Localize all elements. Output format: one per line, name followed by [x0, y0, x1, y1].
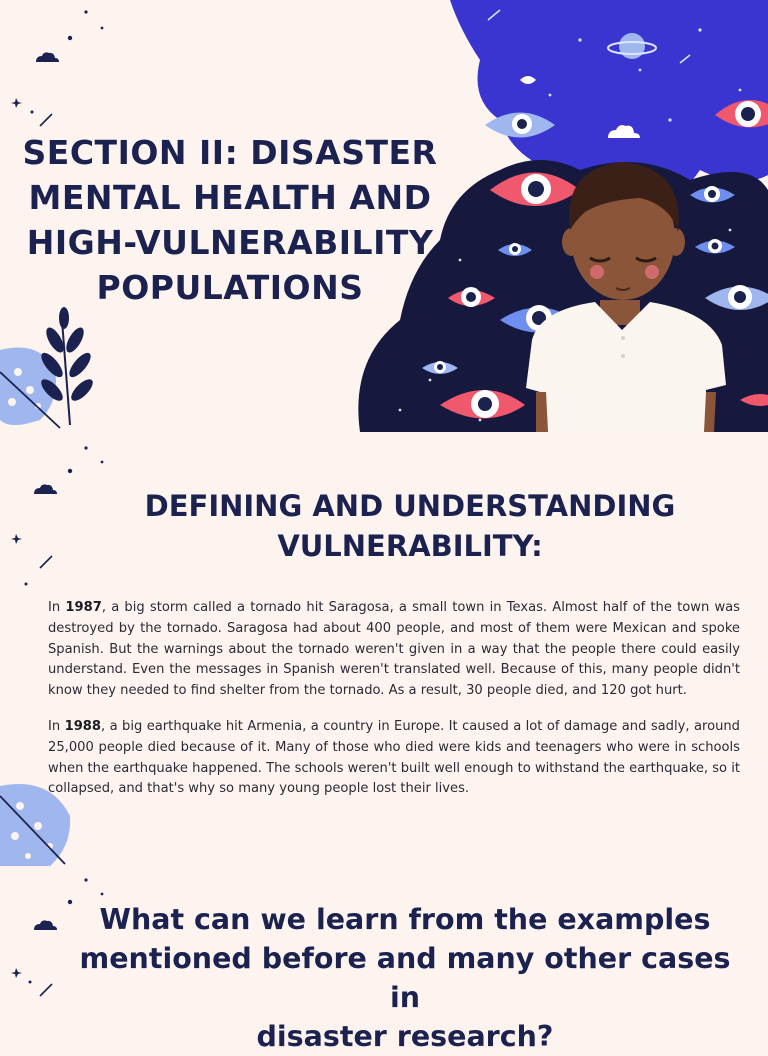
moon-icon	[13, 466, 36, 506]
section-title-line: HIGH-VULNERABILITY	[26, 223, 434, 262]
vulnerability-heading-line: DEFINING AND UNDERSTANDING	[144, 489, 676, 523]
paragraph-body: , a big earthquake hit Armenia, a country in Europe. It caused a lot of damage and sadly, around 25,000 people died because of it. Many of those who died were kids and teenagers who were in schools when the earthquake happened. The schools weren't built well enough to withstand the earthquake, so it collapsed, and that's why so many young people lost their lives.	[48, 719, 740, 797]
section-title-line: POPULATIONS	[96, 268, 364, 307]
section-title-line: SECTION II: DISASTER	[22, 133, 438, 172]
cloud-icon	[34, 920, 57, 930]
section-title	[20, 130, 440, 310]
question-heading-line: mentioned before and many other cases in	[79, 942, 731, 1014]
question-heading-line: disaster research?	[256, 1020, 554, 1053]
leaf-icon	[0, 310, 100, 432]
star-icon	[68, 469, 72, 473]
cloud-icon	[34, 484, 57, 494]
cloud-icon	[36, 52, 59, 62]
question-heading-line: What can we learn from the examples	[99, 903, 711, 936]
slide-1	[0, 0, 768, 432]
paragraph-armenia	[48, 717, 740, 800]
star-icon	[68, 36, 72, 40]
section-title-line: MENTAL HEALTH AND	[28, 178, 432, 217]
vulnerability-heading	[120, 486, 700, 566]
paragraph-prefix: In	[48, 719, 65, 734]
moon-icon	[17, 32, 40, 72]
paragraph-saragosa	[48, 598, 740, 702]
vulnerability-heading-line: VULNERABILITY:	[277, 529, 543, 563]
paragraph-body: , a big storm called a tornado hit Saragosa, a small town in Texas. Almost half of the town was destroyed by the tornado. Saragosa had about 400 people, and most of them were Mexican and spoke Spanish. But the warnings about the tornado weren't given in a way that the people there could easily understand. Even the messages in Spanish weren't translated well. Because of this, many people didn't know they needed to find shelter from the tornado. As a result, 30 people died, and 120 got hurt.	[48, 600, 740, 699]
moon-cloud-stars-decoration	[0, 446, 130, 586]
moon-icon	[13, 900, 36, 940]
moon-cloud-stars-decoration	[0, 0, 130, 130]
question-heading	[60, 900, 750, 1056]
paragraph-prefix: In	[48, 600, 66, 615]
year-1988: 1988	[64, 719, 102, 734]
year-1987: 1987	[65, 600, 102, 615]
